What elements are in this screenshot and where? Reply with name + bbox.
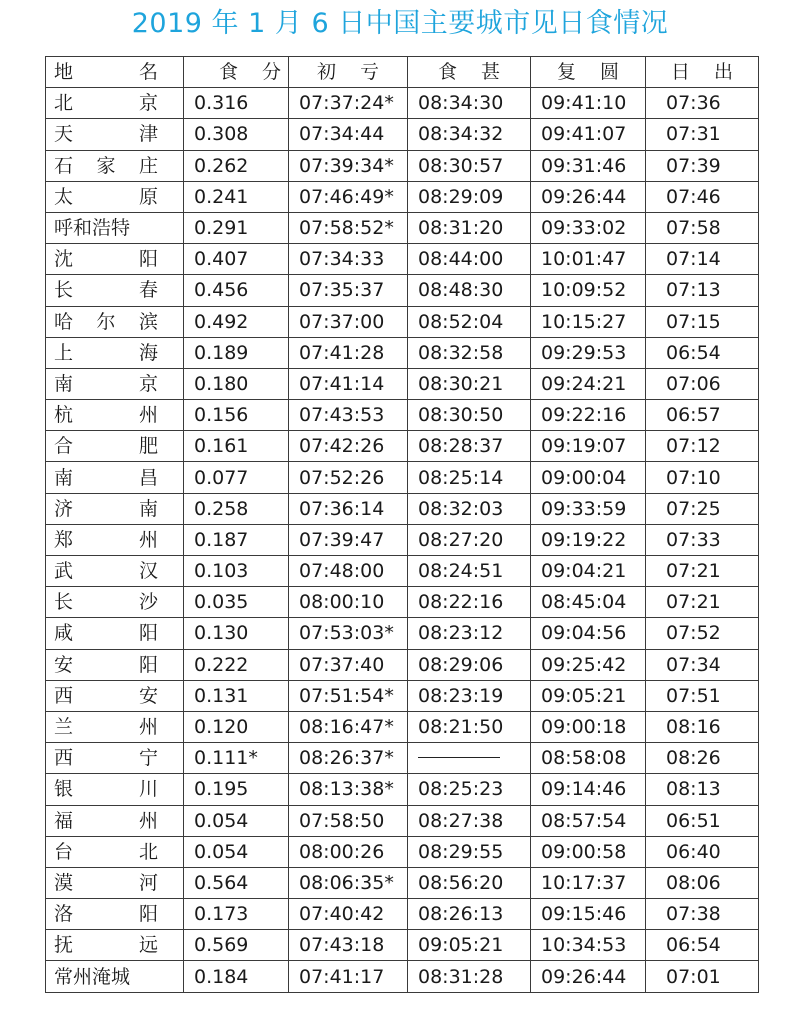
first-contact-cell: 08:06:35*: [289, 867, 408, 898]
first-contact-cell: 08:26:37*: [289, 743, 408, 774]
sunrise-cell: 07:34: [646, 649, 759, 680]
last-contact-cell: 09:26:44: [531, 961, 646, 992]
last-contact-cell: 09:04:56: [531, 618, 646, 649]
magnitude-cell: 0.077: [184, 462, 289, 493]
last-contact-cell: 09:05:21: [531, 680, 646, 711]
city-name-cell: 济 南: [46, 493, 184, 524]
city-name-cell: 武 汉: [46, 556, 184, 587]
maximum-cell: 08:30:50: [408, 400, 531, 431]
table-row: [46, 867, 759, 898]
sunrise-cell: 07:21: [646, 556, 759, 587]
last-contact-cell: 10:15:27: [531, 306, 646, 337]
city-name-cell: 兰 州: [46, 711, 184, 742]
magnitude-cell: 0.222: [184, 649, 289, 680]
table-row: [46, 930, 759, 961]
city-name-cell: 上 海: [46, 337, 184, 368]
city-name-cell: 咸 阳: [46, 618, 184, 649]
maximum-cell: 08:26:13: [408, 899, 531, 930]
sunrise-cell: 06:54: [646, 930, 759, 961]
first-contact-cell: 07:37:24*: [289, 88, 408, 119]
table-row: [46, 306, 759, 337]
sunrise-cell: 07:15: [646, 306, 759, 337]
first-contact-cell: 07:37:00: [289, 306, 408, 337]
magnitude-cell: 0.258: [184, 493, 289, 524]
first-contact-cell: 07:43:53: [289, 400, 408, 431]
sunrise-cell: 08:26: [646, 743, 759, 774]
city-name-cell: 哈 尔 滨: [46, 306, 184, 337]
sunrise-cell: 08:06: [646, 867, 759, 898]
sunrise-cell: 07:14: [646, 244, 759, 275]
table-row: [46, 805, 759, 836]
table-row: [46, 431, 759, 462]
last-contact-cell: 09:00:04: [531, 462, 646, 493]
city-name-cell: 南 昌: [46, 462, 184, 493]
last-contact-cell: 10:09:52: [531, 275, 646, 306]
maximum-cell: 08:30:57: [408, 150, 531, 181]
table-row: [46, 275, 759, 306]
last-contact-cell: 09:31:46: [531, 150, 646, 181]
sunrise-cell: 07:58: [646, 212, 759, 243]
maximum-cell: 08:24:51: [408, 556, 531, 587]
sunrise-cell: 06:40: [646, 836, 759, 867]
sunrise-cell: 07:10: [646, 462, 759, 493]
maximum-cell: 08:29:55: [408, 836, 531, 867]
table-row: [46, 181, 759, 212]
header-first-contact: 初 亏: [289, 57, 408, 88]
magnitude-cell: 0.173: [184, 899, 289, 930]
table-body: [46, 88, 759, 992]
header-sunrise: 日 出: [646, 57, 759, 88]
table-row: [46, 212, 759, 243]
sunrise-cell: 07:13: [646, 275, 759, 306]
maximum-cell: 08:27:38: [408, 805, 531, 836]
magnitude-cell: 0.111*: [184, 743, 289, 774]
maximum-cell: 08:48:30: [408, 275, 531, 306]
sunrise-cell: 07:33: [646, 524, 759, 555]
magnitude-cell: 0.241: [184, 181, 289, 212]
magnitude-cell: 0.308: [184, 119, 289, 150]
no-maximum-dash: [418, 757, 500, 758]
maximum-cell: 08:32:58: [408, 337, 531, 368]
city-name-cell: 合 肥: [46, 431, 184, 462]
last-contact-cell: 10:17:37: [531, 867, 646, 898]
city-name-cell: 抚 远: [46, 930, 184, 961]
city-name-cell: 漠 河: [46, 867, 184, 898]
city-name-cell: 长 春: [46, 275, 184, 306]
sunrise-cell: 07:21: [646, 587, 759, 618]
last-contact-cell: 08:45:04: [531, 587, 646, 618]
header-maximum: 食 甚: [408, 57, 531, 88]
magnitude-cell: 0.156: [184, 400, 289, 431]
magnitude-cell: 0.054: [184, 836, 289, 867]
first-contact-cell: 07:39:47: [289, 524, 408, 555]
last-contact-cell: 09:22:16: [531, 400, 646, 431]
last-contact-cell: 09:15:46: [531, 899, 646, 930]
sunrise-cell: 07:12: [646, 431, 759, 462]
table-row: [46, 150, 759, 181]
table-row: [46, 618, 759, 649]
first-contact-cell: 07:42:26: [289, 431, 408, 462]
table-row: [46, 119, 759, 150]
maximum-cell: 08:34:30: [408, 88, 531, 119]
magnitude-cell: 0.316: [184, 88, 289, 119]
magnitude-cell: 0.195: [184, 774, 289, 805]
table-row: [46, 587, 759, 618]
header-last-contact: 复 圆: [531, 57, 646, 88]
header-magnitude: 食 分: [184, 57, 289, 88]
city-name-cell: 呼和浩特: [46, 212, 184, 243]
sunrise-cell: 07:52: [646, 618, 759, 649]
city-name-cell: 银 川: [46, 774, 184, 805]
first-contact-cell: 07:41:14: [289, 368, 408, 399]
table-row: [46, 337, 759, 368]
first-contact-cell: 07:58:52*: [289, 212, 408, 243]
magnitude-cell: 0.184: [184, 961, 289, 992]
city-name-cell: 福 州: [46, 805, 184, 836]
sunrise-cell: 07:31: [646, 119, 759, 150]
magnitude-cell: 0.407: [184, 244, 289, 275]
maximum-cell: 08:23:12: [408, 618, 531, 649]
sunrise-cell: 06:51: [646, 805, 759, 836]
maximum-cell: 08:25:23: [408, 774, 531, 805]
sunrise-cell: 07:01: [646, 961, 759, 992]
first-contact-cell: 07:34:33: [289, 244, 408, 275]
table-row: [46, 961, 759, 992]
sunrise-cell: 06:54: [646, 337, 759, 368]
sunrise-cell: 07:46: [646, 181, 759, 212]
last-contact-cell: 09:19:22: [531, 524, 646, 555]
city-name-cell: 南 京: [46, 368, 184, 399]
first-contact-cell: 07:46:49*: [289, 181, 408, 212]
table-row: [46, 400, 759, 431]
last-contact-cell: 09:33:02: [531, 212, 646, 243]
table-row: [46, 493, 759, 524]
first-contact-cell: 07:53:03*: [289, 618, 408, 649]
maximum-cell: 09:05:21: [408, 930, 531, 961]
city-name-cell: 西 宁: [46, 743, 184, 774]
sunrise-cell: 07:06: [646, 368, 759, 399]
first-contact-cell: 07:34:44: [289, 119, 408, 150]
table-row: [46, 774, 759, 805]
maximum-cell: [408, 743, 531, 774]
last-contact-cell: 09:14:46: [531, 774, 646, 805]
table-row: [46, 680, 759, 711]
first-contact-cell: 08:00:26: [289, 836, 408, 867]
maximum-cell: 08:32:03: [408, 493, 531, 524]
city-name-cell: 天 津: [46, 119, 184, 150]
maximum-cell: 08:56:20: [408, 867, 531, 898]
first-contact-cell: 07:36:14: [289, 493, 408, 524]
maximum-cell: 08:34:32: [408, 119, 531, 150]
header-name: 地 名: [46, 57, 184, 88]
table-row: [46, 88, 759, 119]
eclipse-table: [45, 56, 759, 993]
last-contact-cell: 09:33:59: [531, 493, 646, 524]
table-row: [46, 743, 759, 774]
maximum-cell: 08:31:28: [408, 961, 531, 992]
first-contact-cell: 08:00:10: [289, 587, 408, 618]
last-contact-cell: 09:41:10: [531, 88, 646, 119]
maximum-cell: 08:23:19: [408, 680, 531, 711]
city-name-cell: 常州淹城: [46, 961, 184, 992]
first-contact-cell: 08:16:47*: [289, 711, 408, 742]
first-contact-cell: 08:13:38*: [289, 774, 408, 805]
sunrise-cell: 07:51: [646, 680, 759, 711]
last-contact-cell: 09:19:07: [531, 431, 646, 462]
magnitude-cell: 0.262: [184, 150, 289, 181]
city-name-cell: 杭 州: [46, 400, 184, 431]
first-contact-cell: 07:35:37: [289, 275, 408, 306]
city-name-cell: 安 阳: [46, 649, 184, 680]
table-row: [46, 368, 759, 399]
maximum-cell: 08:29:09: [408, 181, 531, 212]
city-name-cell: 西 安: [46, 680, 184, 711]
maximum-cell: 08:29:06: [408, 649, 531, 680]
maximum-cell: 08:28:37: [408, 431, 531, 462]
magnitude-cell: 0.291: [184, 212, 289, 243]
table-row: [46, 711, 759, 742]
table-row: [46, 462, 759, 493]
maximum-cell: 08:22:16: [408, 587, 531, 618]
sunrise-cell: 07:39: [646, 150, 759, 181]
last-contact-cell: 09:26:44: [531, 181, 646, 212]
last-contact-cell: 08:58:08: [531, 743, 646, 774]
table-row: [46, 649, 759, 680]
first-contact-cell: 07:41:17: [289, 961, 408, 992]
table-row: [46, 556, 759, 587]
magnitude-cell: 0.130: [184, 618, 289, 649]
maximum-cell: 08:44:00: [408, 244, 531, 275]
city-name-cell: 沈 阳: [46, 244, 184, 275]
city-name-cell: 北 京: [46, 88, 184, 119]
table-row: [46, 244, 759, 275]
magnitude-cell: 0.564: [184, 867, 289, 898]
first-contact-cell: 07:43:18: [289, 930, 408, 961]
first-contact-cell: 07:51:54*: [289, 680, 408, 711]
first-contact-cell: 07:58:50: [289, 805, 408, 836]
magnitude-cell: 0.180: [184, 368, 289, 399]
magnitude-cell: 0.492: [184, 306, 289, 337]
sunrise-cell: 07:36: [646, 88, 759, 119]
maximum-cell: 08:52:04: [408, 306, 531, 337]
magnitude-cell: 0.187: [184, 524, 289, 555]
sunrise-cell: 07:38: [646, 899, 759, 930]
first-contact-cell: 07:52:26: [289, 462, 408, 493]
maximum-cell: 08:27:20: [408, 524, 531, 555]
sunrise-cell: 07:25: [646, 493, 759, 524]
table-row: [46, 899, 759, 930]
last-contact-cell: 09:29:53: [531, 337, 646, 368]
magnitude-cell: 0.054: [184, 805, 289, 836]
sunrise-cell: 08:16: [646, 711, 759, 742]
last-contact-cell: 09:41:07: [531, 119, 646, 150]
last-contact-cell: 08:57:54: [531, 805, 646, 836]
last-contact-cell: 09:00:18: [531, 711, 646, 742]
magnitude-cell: 0.161: [184, 431, 289, 462]
city-name-cell: 郑 州: [46, 524, 184, 555]
table-row: [46, 524, 759, 555]
sunrise-cell: 08:13: [646, 774, 759, 805]
first-contact-cell: 07:37:40: [289, 649, 408, 680]
maximum-cell: 08:21:50: [408, 711, 531, 742]
maximum-cell: 08:25:14: [408, 462, 531, 493]
last-contact-cell: 09:00:58: [531, 836, 646, 867]
magnitude-cell: 0.456: [184, 275, 289, 306]
maximum-cell: 08:31:20: [408, 212, 531, 243]
last-contact-cell: 09:24:21: [531, 368, 646, 399]
header-row: [46, 57, 759, 88]
page-title: 2019 年 1 月 6 日中国主要城市见日食情况: [131, 8, 669, 39]
city-name-cell: 太 原: [46, 181, 184, 212]
magnitude-cell: 0.189: [184, 337, 289, 368]
magnitude-cell: 0.569: [184, 930, 289, 961]
sunrise-cell: 06:57: [646, 400, 759, 431]
city-name-cell: 石 家 庄: [46, 150, 184, 181]
magnitude-cell: 0.103: [184, 556, 289, 587]
first-contact-cell: 07:39:34*: [289, 150, 408, 181]
first-contact-cell: 07:48:00: [289, 556, 408, 587]
last-contact-cell: 09:04:21: [531, 556, 646, 587]
magnitude-cell: 0.131: [184, 680, 289, 711]
last-contact-cell: 10:01:47: [531, 244, 646, 275]
table-row: [46, 836, 759, 867]
city-name-cell: 长 沙: [46, 587, 184, 618]
first-contact-cell: 07:40:42: [289, 899, 408, 930]
last-contact-cell: 09:25:42: [531, 649, 646, 680]
magnitude-cell: 0.035: [184, 587, 289, 618]
last-contact-cell: 10:34:53: [531, 930, 646, 961]
magnitude-cell: 0.120: [184, 711, 289, 742]
city-name-cell: 台 北: [46, 836, 184, 867]
city-name-cell: 洛 阳: [46, 899, 184, 930]
maximum-cell: 08:30:21: [408, 368, 531, 399]
first-contact-cell: 07:41:28: [289, 337, 408, 368]
